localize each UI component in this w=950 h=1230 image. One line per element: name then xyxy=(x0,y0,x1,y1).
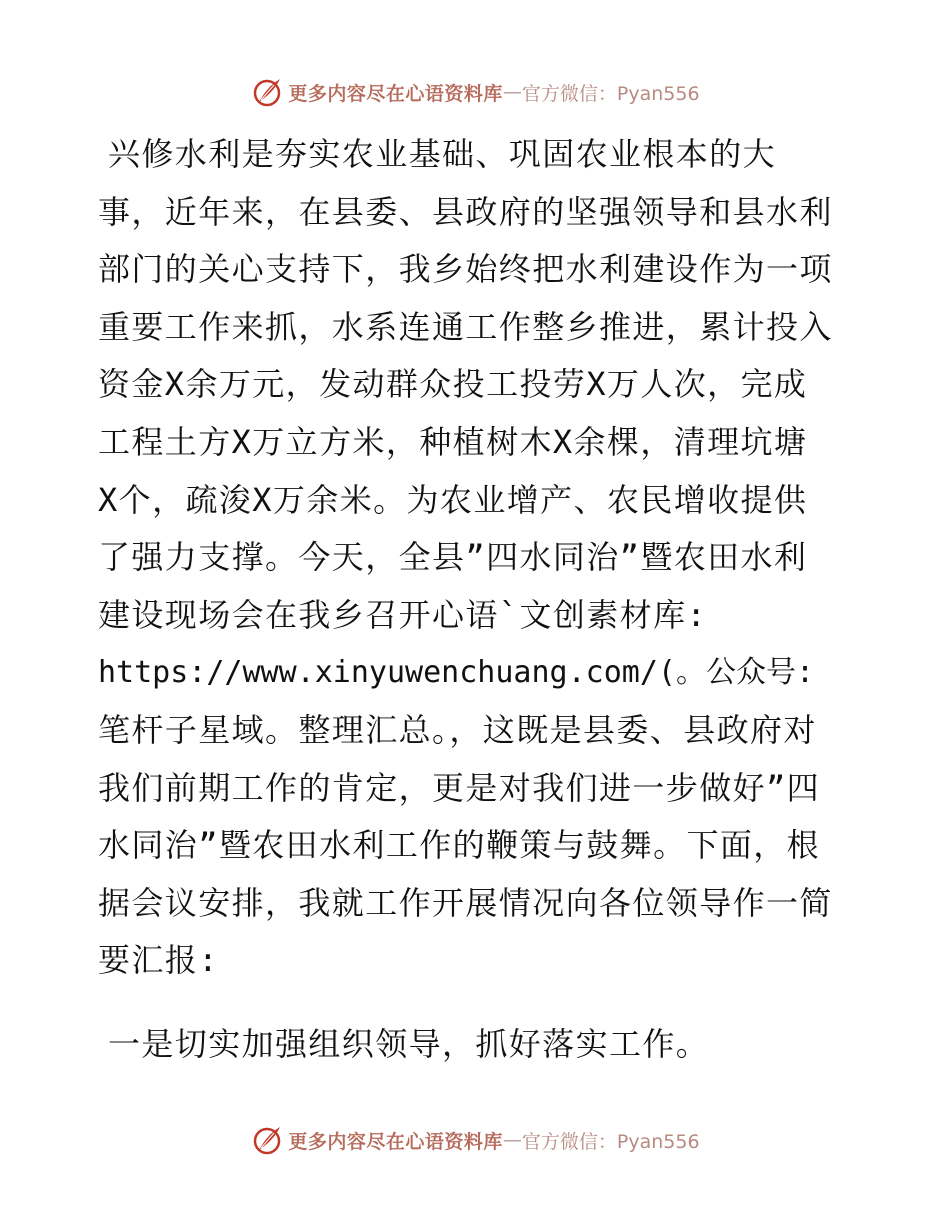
text-line: 我们前期工作的肯定，更是对我们进一步做好”四 xyxy=(98,768,821,807)
watermark-main-text: 更多内容尽在心语资料库 xyxy=(288,82,503,105)
text-line: 水同治”暨农田水利工作的鞭策与鼓舞。下面，根 xyxy=(98,826,821,865)
feather-quill-icon xyxy=(250,1123,284,1157)
watermark-separator: — xyxy=(502,1129,522,1151)
watermark-wechat-text: 官方微信：Pyan556 xyxy=(521,1130,700,1153)
text-line: 重要工作来抓，水系连通工作整乡推进，累计投入 xyxy=(98,307,833,346)
text-line: 要汇报: xyxy=(98,941,219,980)
document-body xyxy=(98,126,858,1074)
text-line: 建设现场会在我乡召开心语`文创素材库: xyxy=(98,595,708,634)
text-line: 事，近年来，在县委、县政府的坚强领导和县水利 xyxy=(98,192,833,231)
text-line: 了强力支撑。今天，全县”四水同治”暨农田水利 xyxy=(98,538,808,577)
text-line: 资金X余万元，发动群众投工投劳X万人次，完成 xyxy=(98,365,808,404)
watermark-banner-top xyxy=(0,72,950,112)
paragraph-intro xyxy=(98,126,858,990)
text-line: 兴修水利是夯实农业基础、巩固农业根本的大 xyxy=(108,135,777,173)
text-line: 部门的关心支持下，我乡始终把水利建设作为一项 xyxy=(98,250,833,289)
text-line: 一是切实加强组织领导，抓好落实工作。 xyxy=(108,1024,710,1063)
text-line: 工程土方X万立方米，种植树木X余棵，清理坑塘 xyxy=(98,422,808,461)
paragraph-point-one xyxy=(98,1016,858,1074)
text-line: X个，疏浚X万余米。为农业增产、农民增收提供 xyxy=(98,480,808,519)
watermark-separator: — xyxy=(502,81,522,103)
watermark-wechat-text: 官方微信：Pyan556 xyxy=(521,82,700,105)
paragraph-gap xyxy=(98,990,858,1016)
watermark-banner-bottom xyxy=(0,1120,950,1160)
text-line: 据会议安排，我就工作开展情况向各位领导作一简 xyxy=(98,883,833,922)
text-line-url: https://www.xinyuwenchuang.com/(。公众号: xyxy=(98,655,815,691)
text-line: 笔杆子星域。整理汇总。，这既是县委、县政府对 xyxy=(98,710,817,749)
watermark-main-text: 更多内容尽在心语资料库 xyxy=(288,1130,503,1153)
feather-quill-icon xyxy=(250,75,284,109)
